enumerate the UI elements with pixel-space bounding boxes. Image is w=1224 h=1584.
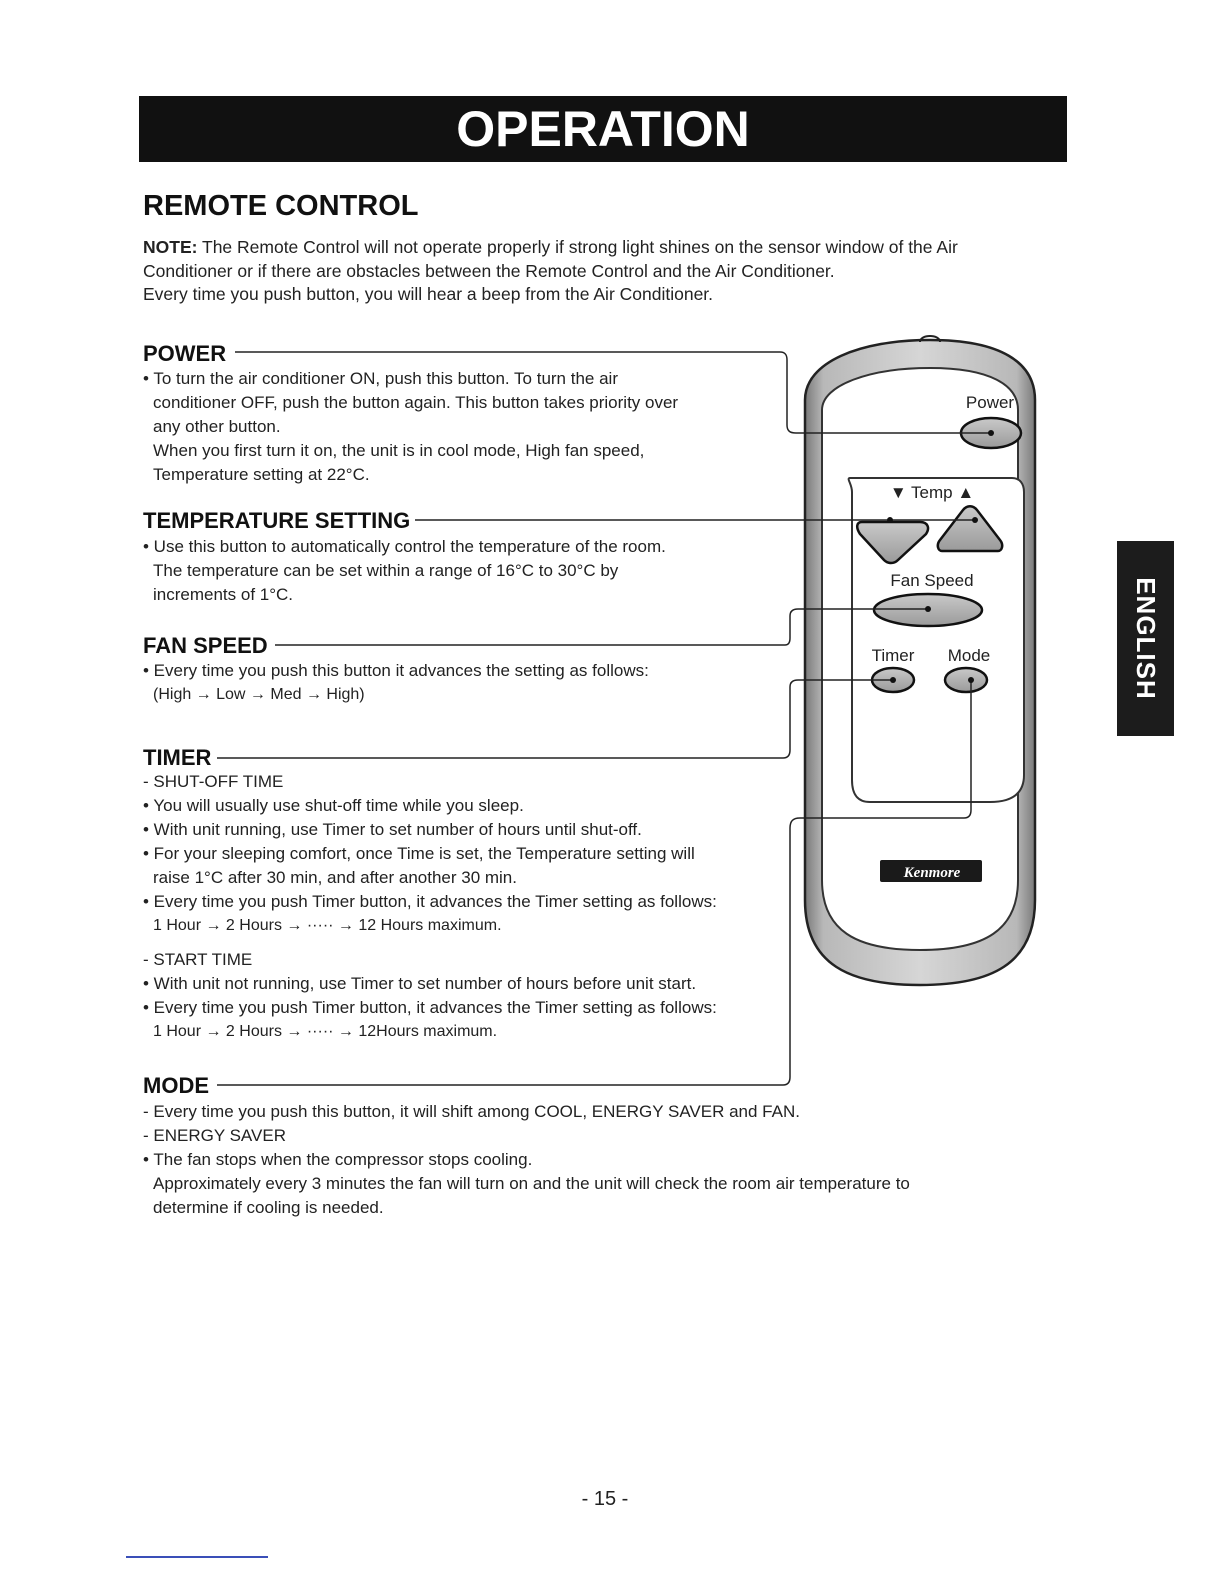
power-line-5: Temperature setting at 22°C. — [153, 465, 370, 484]
timer-line-8: - START TIME — [143, 950, 253, 969]
timer-line-11: 1 Hour → 2 Hours → ····· → 12Hours maximum. — [153, 1023, 498, 1040]
leader-dot-fan-speed — [925, 606, 931, 612]
timer-heading: TIMER — [143, 745, 212, 770]
power-line-4: When you first turn it on, the unit is in cool mode, High fan speed, — [153, 441, 645, 460]
mode-line-1: - Every time you push this button, it will shift among COOL, ENERGY SAVER and FAN. — [143, 1102, 800, 1121]
remote-mode-label: Mode — [947, 646, 991, 665]
bottom-rule — [126, 1556, 268, 1558]
mode-line-5: determine if cooling is needed. — [153, 1198, 384, 1217]
english-side-tab — [1117, 541, 1174, 736]
mode-line-4: Approximately every 3 minutes the fan will turn on and the unit will check the room air temperature to — [153, 1174, 910, 1193]
mode-line-3: • The fan stops when the compressor stops cooling. — [143, 1150, 533, 1169]
timer-line-5: raise 1°C after 30 min, and after another 30 min. — [153, 868, 517, 887]
temperature-heading: TEMPERATURE SETTING — [143, 508, 411, 533]
remote-power-label: Power — [965, 393, 1015, 412]
temperature-line-3: increments of 1°C. — [153, 585, 294, 604]
fan-speed-heading: FAN SPEED — [143, 633, 268, 658]
mode-line-2: - ENERGY SAVER — [143, 1126, 286, 1145]
remote-mode-button — [945, 668, 987, 692]
timer-line-7: 1 Hour → 2 Hours → ····· → 12 Hours maximum. — [153, 917, 502, 934]
leader-dot-power — [988, 430, 994, 436]
power-line-3: any other button. — [153, 417, 281, 436]
section-title: REMOTE CONTROL — [143, 190, 419, 222]
temperature-line-1: • Use this button to automatically control the temperature of the room. — [143, 537, 666, 556]
page-number: - 15 - — [581, 1488, 629, 1510]
brand-logo-text: Kenmore — [903, 865, 961, 881]
power-line-2: conditioner OFF, push the button again. This button takes priority over — [153, 393, 679, 412]
power-line-1: • To turn the air conditioner ON, push this button. To turn the air — [143, 369, 618, 388]
timer-line-1: - SHUT-OFF TIME — [143, 772, 284, 791]
timer-line-10: • Every time you push Timer button, it advances the Timer setting as follows: — [143, 998, 717, 1017]
leader-dot-temp-up — [972, 517, 978, 523]
fan-speed-line-1: • Every time you push this button it advances the setting as follows: — [143, 661, 649, 680]
note-text: The Remote Control will not operate properly if strong light shines on the sensor window of the Air — [197, 237, 958, 257]
page-title: OPERATION — [456, 101, 750, 157]
fan-speed-line-2: (High → Low → Med → High) — [153, 686, 365, 703]
leader-dot-temp-down — [887, 517, 893, 523]
mode-heading: MODE — [143, 1073, 209, 1098]
note-line-3: Every time you push button, you will hear a beep from the Air Conditioner. — [143, 284, 714, 304]
timer-line-3: • With unit running, use Timer to set number of hours until shut-off. — [143, 820, 642, 839]
timer-line-4: • For your sleeping comfort, once Time is set, the Temperature setting will — [143, 844, 695, 863]
english-tab-label: ENGLISH — [1131, 577, 1162, 700]
remote-temp-label: ▼ Temp ▲ — [889, 483, 975, 502]
timer-line-6: • Every time you push Timer button, it advances the Timer setting as follows: — [143, 892, 717, 911]
temperature-line-2: The temperature can be set within a range of 16°C to 30°C by — [153, 561, 619, 580]
remote-timer-label: Timer — [871, 646, 915, 665]
power-heading: POWER — [143, 341, 227, 366]
note-line-2: Conditioner or if there are obstacles between the Remote Control and the Air Conditioner. — [143, 260, 835, 281]
timer-line-9: • With unit not running, use Timer to set number of hours before unit start. — [143, 974, 697, 993]
note-label: NOTE: — [143, 237, 198, 257]
remote-fan-speed-label: Fan Speed — [890, 571, 974, 590]
leader-dot-mode — [968, 677, 974, 683]
leader-line-timer — [217, 680, 893, 758]
timer-line-2: • You will usually use shut-off time while you sleep. — [143, 796, 524, 815]
leader-dot-timer — [890, 677, 896, 683]
